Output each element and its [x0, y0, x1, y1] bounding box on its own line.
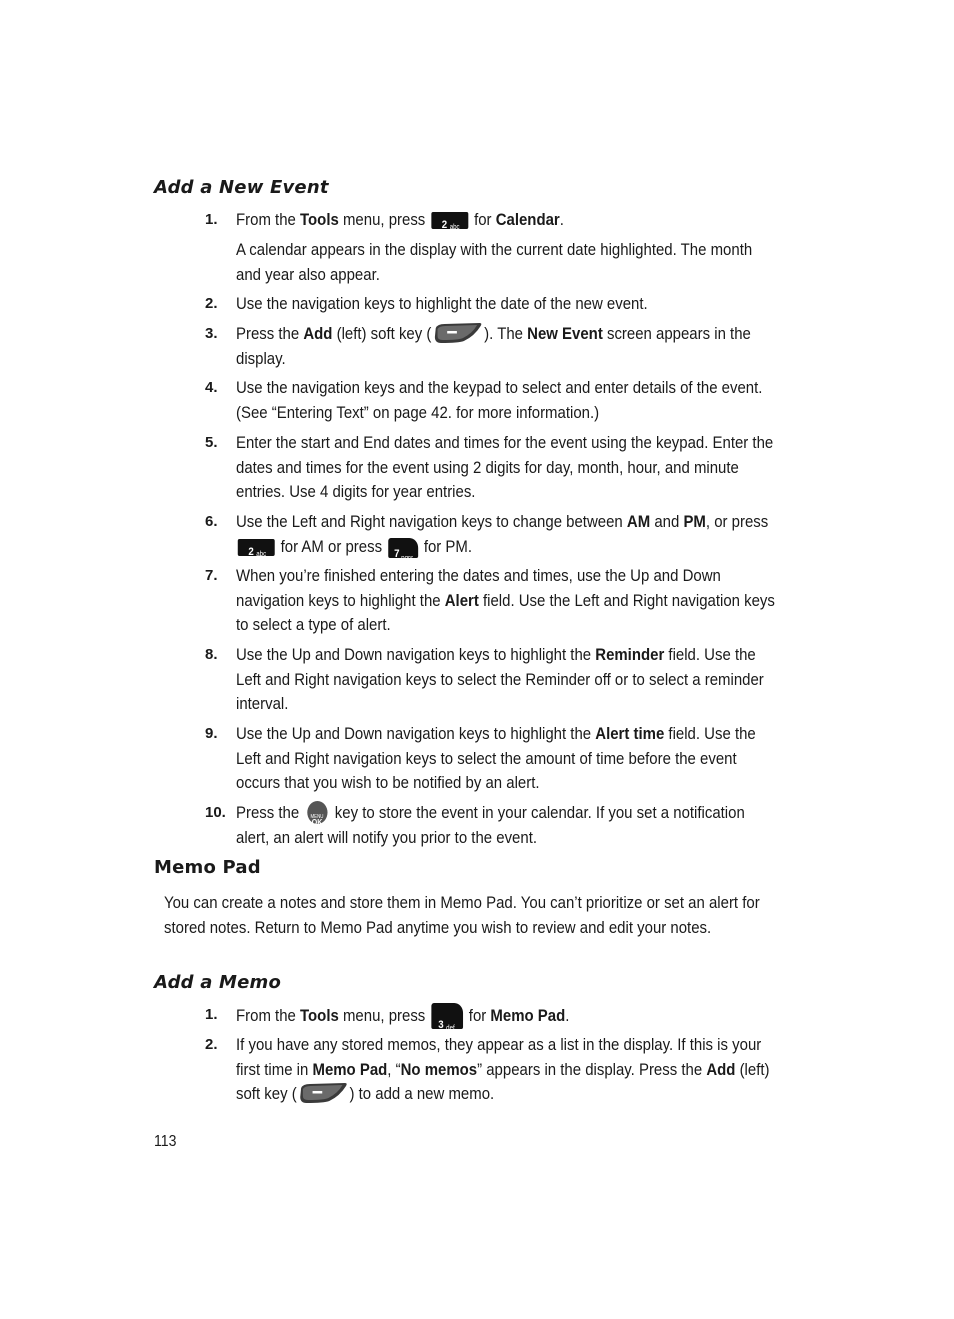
add-memo-heading: Add a Memo [154, 972, 282, 993]
add-new-event-heading: Add a New Event [154, 177, 329, 198]
step-number: 2. [205, 1036, 218, 1053]
step-text: From the Tools menu, press 2 abc for Calendar. [236, 210, 564, 231]
step-text: Use the Up and Down navigation keys to highlight the Reminder field. Use the Left and Right navigation keys to select the Reminder off or to select a reminder interval. [236, 645, 764, 713]
step-text: When you’re finished entering the dates and times, use the Up and Down navigation keys to highlight the Alert field. Use the Left and Right navigation keys to select a type of alert. [236, 566, 775, 634]
left-soft-key-icon [298, 1082, 349, 1104]
step-text: Use the navigation keys and the keypad to select and enter details of the event. (See “Entering Text” on page 42. for more information.) [236, 378, 763, 422]
step-number: 1. [205, 1006, 218, 1023]
step-number: 2. [205, 295, 218, 312]
memo-intro-text: You can create a notes and store them in Memo Pad. You can’t prioritize or set an alert for stored notes. Return to Memo Pad anytime you wish to review and edit your notes. [164, 893, 760, 937]
left-soft-key-icon [432, 322, 483, 344]
memo-pad-heading: Memo Pad [154, 857, 261, 878]
step-text: From the Tools menu, press 3 def for Memo Pad. [236, 1003, 776, 1029]
page-number: 113 [154, 1133, 177, 1150]
key-3-def-icon: 3 def [431, 1003, 463, 1029]
step-text: Use the Left and Right navigation keys to change between AM and PM, or press 2 abc for AM or press 7 pqrs for PM. [236, 512, 769, 562]
step-number: 5. [205, 434, 218, 451]
menu-ok-key-icon: MENU OK [307, 801, 327, 824]
step-number: 7. [205, 567, 218, 584]
step-number: 8. [205, 646, 218, 663]
step-number: 6. [205, 513, 218, 530]
key-2-abc-icon: 2 abc [431, 212, 468, 229]
step-text: Press the Add (left) soft key ( ). The New Event screen appears in the display. [236, 324, 751, 368]
key-2-abc-icon: 2 abc [238, 539, 275, 556]
step-subtext: A calendar appears in the display with the current date highlighted. The month and year also appear. [236, 240, 753, 284]
step-text: If you have any stored memos, they appear as a list in the display. If this is your first time in Memo Pad, “No memos” appears in the display. Press the Add (left) soft key ( ) to add a new memo. [236, 1035, 770, 1103]
step-number: 3. [205, 325, 218, 342]
step-number: 1. [205, 211, 218, 228]
step-text: Use the Up and Down navigation keys to highlight the Alert time field. Use the Left and Right navigation keys to select the amount of time before the event occurs that you wish to be notified by an alert. [236, 724, 756, 792]
step-number: 10. [205, 804, 226, 821]
step-text: Press the MENU OK key to store the event in your calendar. If you set a notification alert, an alert will notify you prior to the event. [236, 803, 745, 847]
step-text: Use the navigation keys to highlight the date of the new event. [236, 294, 648, 313]
step-text: Enter the start and End dates and times for the event using the keypad. Enter the dates and times for the event using 2 digits for day, month, hour, and minute entries. Use 4 digits for year entries. [236, 433, 774, 501]
key-7-pqrs-icon: 7 pqrs [388, 538, 418, 558]
step-number: 9. [205, 725, 218, 742]
step-number: 4. [205, 379, 218, 396]
